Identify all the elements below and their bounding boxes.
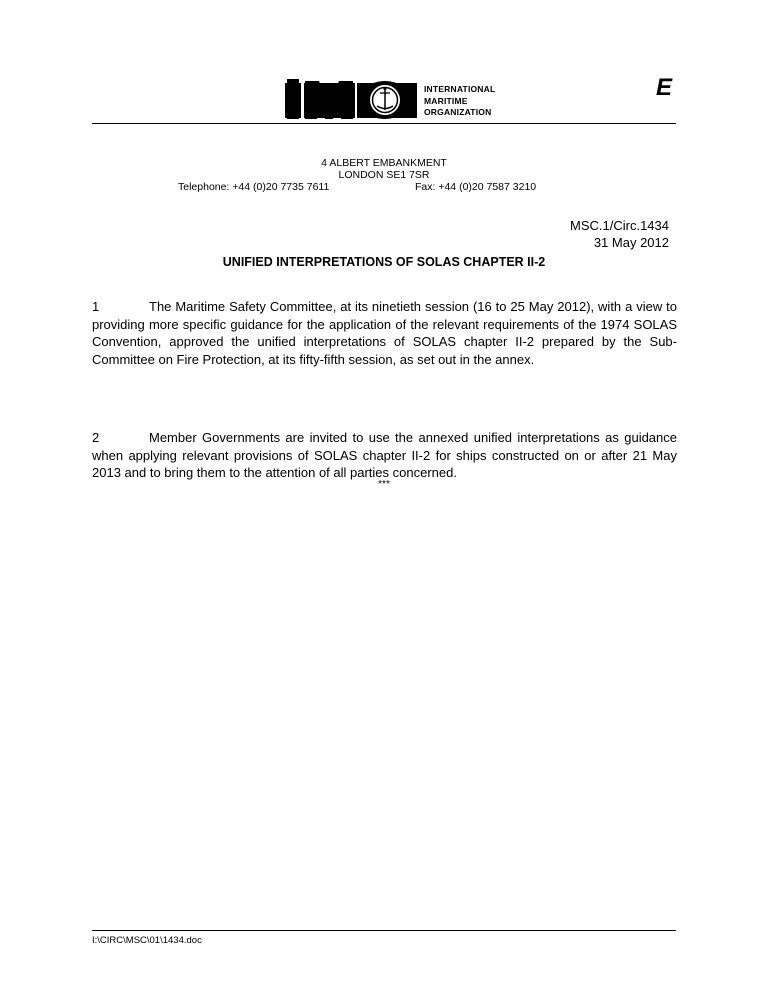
address-city: LONDON SE1 7SR xyxy=(338,169,430,181)
section-separator: *** xyxy=(378,479,390,490)
org-name-line-3: ORGANIZATION xyxy=(424,107,492,117)
document-reference: MSC.1/Circ.1434 xyxy=(570,218,669,233)
paragraph-number: 2 xyxy=(92,430,100,445)
header-divider xyxy=(92,123,676,124)
fax-number: Fax: +44 (0)20 7587 3210 xyxy=(415,181,537,193)
footer-file-path: I:\CIRC\MSC\01\1434.doc xyxy=(92,935,202,946)
document-date: 31 May 2012 xyxy=(593,235,669,250)
footer-divider xyxy=(92,930,676,931)
paragraph-1 xyxy=(92,298,677,368)
document-title: UNIFIED INTERPRETATIONS OF SOLAS CHAPTER II-2 xyxy=(222,255,546,269)
address-street: 4 ALBERT EMBANKMENT xyxy=(321,157,447,169)
language-mark: E xyxy=(655,74,672,101)
org-name-line-1: INTERNATIONAL xyxy=(424,84,496,94)
paragraph-2 xyxy=(92,429,677,482)
telephone-number: Telephone: +44 (0)20 7735 7611 xyxy=(178,181,330,193)
imo-logo xyxy=(285,77,417,121)
paragraph-text: Member Governments are invited to use the annexed unified interpretations as guidance when applying relevant provisions of SOLAS chapter II-2 for ships constructed on or after 21 May 2013 and to bring them to the attention of all parties concerned. xyxy=(92,430,677,480)
paragraph-number: 1 xyxy=(92,299,100,314)
paragraph-text: The Maritime Safety Committee, at its ninetieth session (16 to 25 May 2012), with a view to providing more specific guidance for the application of the relevant requirements of the 1974 SOLAS Convention, approved the unified interpretations of SOLAS chapter II-2 prepared by the Sub-Committee on Fire Protection, at its fifty-fifth session, as set out in the annex. xyxy=(92,299,677,367)
organization-name xyxy=(424,84,495,119)
document-reference-block xyxy=(570,217,669,251)
address-block xyxy=(0,157,768,193)
contact-numbers xyxy=(0,181,768,193)
org-name-line-2: MARITIME xyxy=(424,95,468,106)
